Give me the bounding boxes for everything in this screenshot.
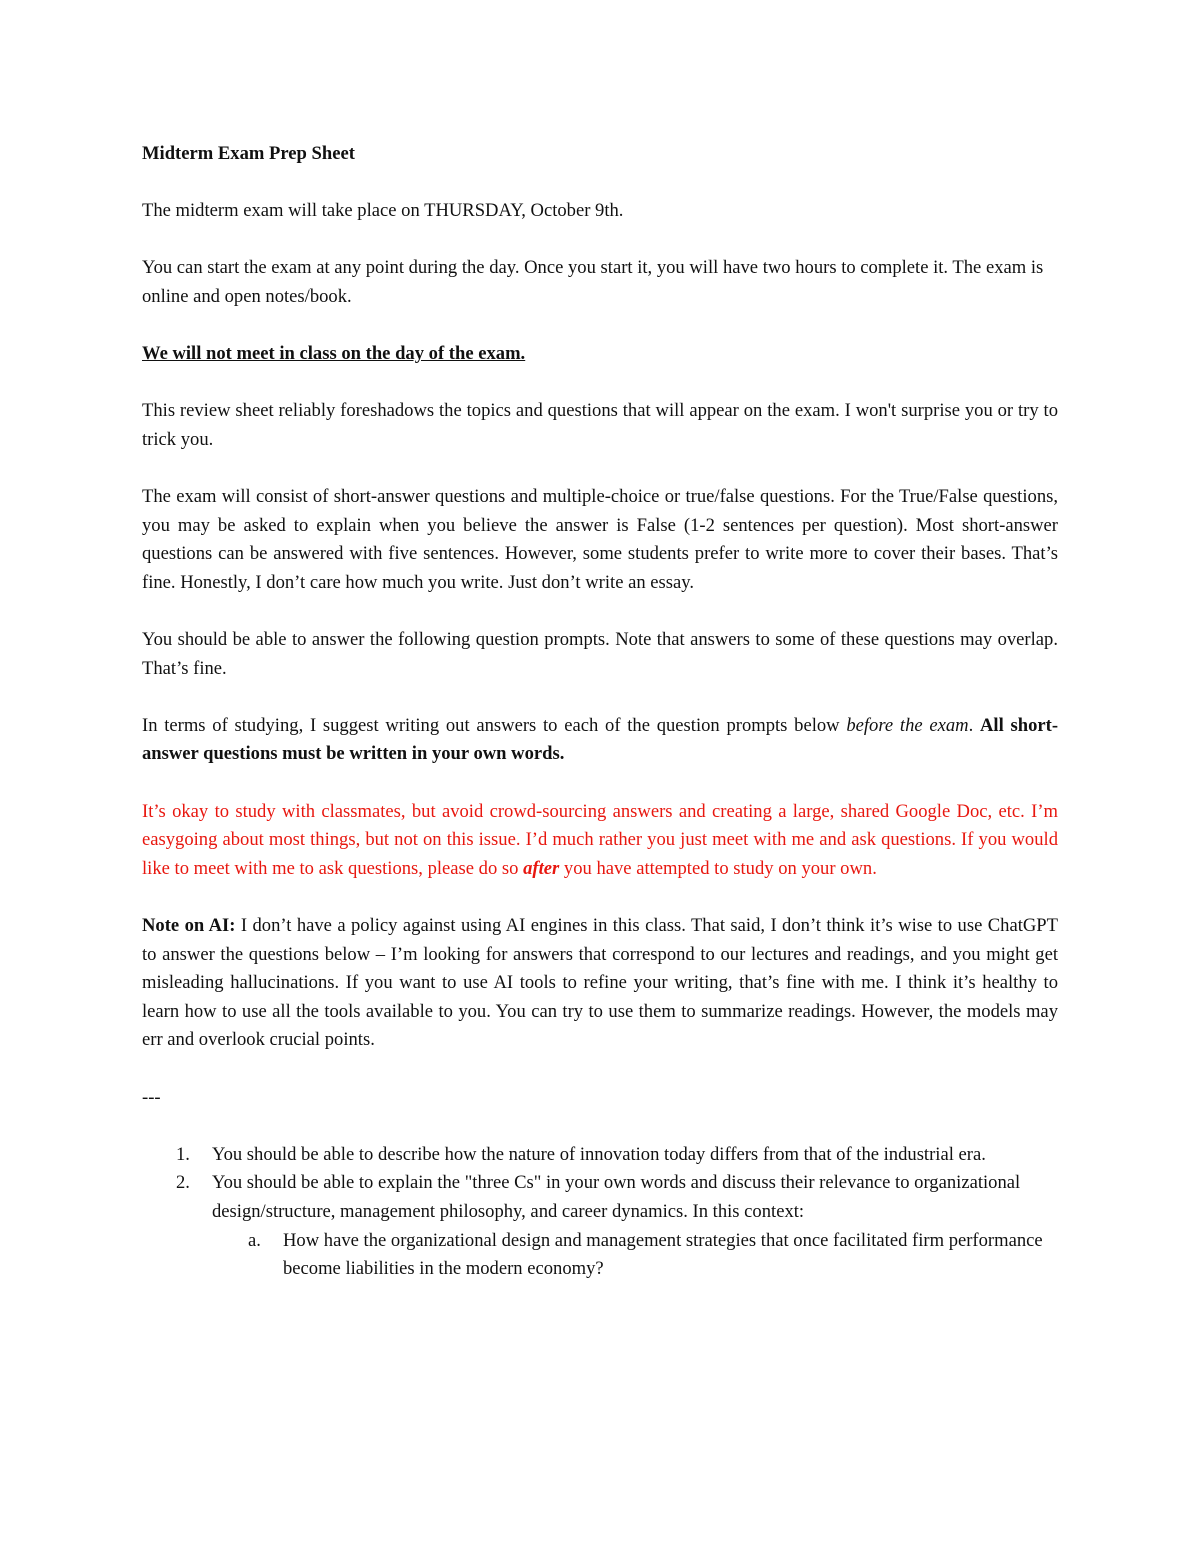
question-list: [142, 1141, 1058, 1284]
question-text: You should be able to explain the "three Cs" in your own words and discuss their relevance to organizational design/structure, management philosophy, and career dynamics. In this context:: [212, 1172, 1021, 1222]
question-number: 2.: [176, 1172, 190, 1194]
collaboration-warning-end: you have attempted to study on your own.: [559, 857, 877, 879]
list-item: [212, 1227, 1058, 1284]
sub-question-letter: a.: [248, 1229, 261, 1251]
list-item: [142, 1141, 1058, 1170]
review-sheet-paragraph: This review sheet reliably foreshadows the topics and questions that will appear on the exam. I won't surprise you or try to trick you.: [142, 400, 1058, 450]
exam-format-paragraph: The exam will consist of short-answer questions and multiple-choice or true/false questions. For the True/False questions, you may be asked to explain when you believe the answer is False (1-2 sentences per question). Most short-answer questions can be answered with five sentences. However, some students prefer to write more to cover their bases. That’s fine. Honestly, I don’t care how much you write. Just don’t write an essay.: [142, 486, 1058, 593]
collaboration-warning-text: It’s okay to study with classmates, but avoid crowd-sourcing answers and creating a large, shared Google Doc, etc. I’m easygoing about most things, but not on this issue. I’d much rather you just meet with me and ask questions. If you would like to meet with me to ask questions, please do so: [142, 800, 1058, 879]
section-separator: ---: [142, 1086, 161, 1108]
no-class-notice: We will not meet in class on the day of the exam.: [142, 343, 526, 365]
study-advice-punct: .: [968, 714, 980, 736]
collaboration-warning-emphasis: after: [523, 857, 560, 879]
ai-note-text: I don’t have a policy against using AI engines in this class. That said, I don’t think it’s wise to use ChatGPT to answer the questions below – I’m looking for answers that correspond to our lectures and readings, and you might get misleading hallucinations. If you want to use AI tools to refine your writing, that’s fine with me. I think it’s healthy to learn how to use all the tools available to you. You can try to use them to summarize readings. However, the models may err and overlook crucial points.: [142, 915, 1058, 1051]
document-title: Midterm Exam Prep Sheet: [142, 143, 355, 164]
exam-date-paragraph: The midterm exam will take place on THURSDAY, October 9th.: [142, 200, 624, 222]
study-advice-italic: before the exam: [846, 714, 969, 736]
sub-question-text: How have the organizational design and management strategies that once facilitated firm performance become liabilities in the modern economy?: [283, 1229, 1043, 1280]
own-words-notice: All short-answer questions must be written in your own words.: [142, 714, 1059, 765]
sub-question-list: [212, 1227, 1058, 1284]
question-text: You should be able to describe how the nature of innovation today differs from that of the industrial era.: [212, 1143, 986, 1165]
ai-note-paragraph: [142, 912, 1058, 1055]
document-page: [142, 140, 1058, 1284]
collaboration-warning-paragraph: [142, 798, 1058, 884]
exam-start-paragraph: You can start the exam at any point during the day. Once you start it, you will have two hours to complete it. The exam is online and open notes/book.: [142, 257, 1044, 307]
ai-note-label: Note on AI:: [142, 915, 236, 937]
question-number: 1.: [176, 1143, 190, 1165]
list-item: [142, 1169, 1058, 1283]
question-prompts-paragraph: You should be able to answer the following question prompts. Note that answers to some of these questions may overlap. That’s fine.: [142, 629, 1058, 679]
study-advice-paragraph: [142, 712, 1058, 769]
study-advice-text: In terms of studying, I suggest writing out answers to each of the question prompts below: [142, 714, 847, 736]
